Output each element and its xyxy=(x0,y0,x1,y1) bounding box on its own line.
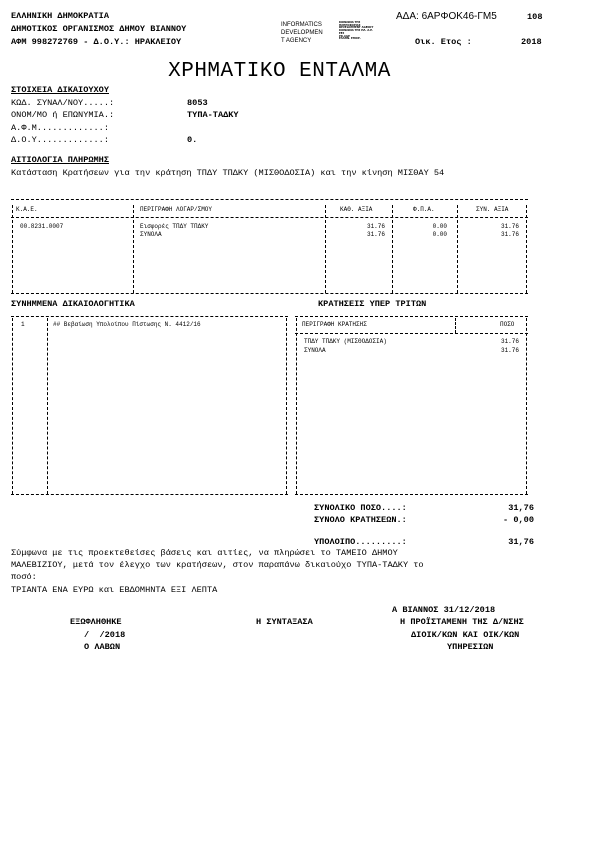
main-table-col-border xyxy=(392,205,393,293)
header-tax-info: ΑΦΜ 998272769 - Δ.Ο.Υ.: ΗΡΑΚΛΕΙΟΥ xyxy=(11,37,182,47)
beneficiary-doy-label: Δ.Ο.Υ.............: xyxy=(11,135,109,145)
head-title-line-3: ΥΠΗΡΕΣΙΩΝ xyxy=(447,642,494,652)
main-table-col-border xyxy=(526,205,527,293)
withholdings-header-rule xyxy=(295,333,528,334)
fiscal-year: 2018 xyxy=(521,37,542,47)
justification-text: Κατάσταση Κρατήσεων για την κράτηση ΤΠΔΥ ΤΠΔΚΥ (ΜΙΣΘΟΔΟΣΙΑ) και την κίνηση ΜΙΣΘΑΥ 54 xyxy=(11,168,445,178)
withholding-desc: ΤΠΔΥ ΤΠΔΚΥ (ΜΙΣΘΟΔΟΣΙΑ) xyxy=(304,338,387,345)
receiver-label: Ο ΛΑΒΩΝ xyxy=(84,642,121,652)
order-text-line-2: ΜΑΛΕΒΙΖΙΟΥ, μετά τον έλεγχο των κρατήσεων, στον παραπάνω δικαιούχο ΤΥΠΑ-ΤΑΔΚΥ το xyxy=(11,560,424,570)
main-table-header-net: ΚΑΘ. ΑΞΙΑ xyxy=(340,206,373,213)
page-title: ΧΡΗΜΑΤΙΚΟ ΕΝΤΑΛΜΑ xyxy=(168,60,391,83)
remaining-label: ΥΠΟΛΟΙΠΟ.........: xyxy=(314,537,407,547)
cell-total: 31.76 xyxy=(500,231,519,238)
main-table-header-rule xyxy=(11,217,528,218)
main-table-header-total: ΣΥΝ. ΑΞΙΑ xyxy=(476,206,509,213)
logo-fine-print: ΚΟΙΝΩΝΙΑ ΤΗΣ ΠΛΗΡΟΦΟΡΙΑΣ DEVELOPMENT AGENCY ΚΟΙΝΩΝΙΑ ΤΗΣ ΠΛ. Α.Ε. ΕΕΣ PR.AGE ΕΛΛΗΝ. ΕΠΙΧΡ. xyxy=(339,21,374,41)
logo-line-3: T AGENCY xyxy=(281,38,312,44)
logo-line-1: INFORMATICS xyxy=(281,22,322,28)
withholding-desc: ΣΥΝΟΛΑ xyxy=(304,347,326,354)
docs-bottom-rule xyxy=(11,494,288,495)
cell-desc: Εισφορές ΤΠΔΥ ΤΠΔΚΥ xyxy=(140,223,209,230)
main-table-header-vat: Φ.Π.Α. xyxy=(413,206,435,213)
withholdings-bottom-rule xyxy=(295,494,528,495)
head-title-line-2: ΔΙΟΙΚ/ΚΩΝ ΚΑΙ ΟΙΚ/ΚΩΝ xyxy=(411,630,520,640)
fiscal-year-label: Οικ. Ετος : xyxy=(415,37,472,47)
withholdings-col-border xyxy=(526,318,527,494)
ada-code: ΑΔΑ: 6ΑΡΦΟΚ46-ΓΜ5 xyxy=(396,11,497,22)
withholdings-col-border xyxy=(455,318,456,333)
main-table-header-kae: Κ.Α.Ε. xyxy=(16,206,38,213)
justification-heading: ΑΙΤΙΟΛΟΓΙΑ ΠΛΗΡΩΜΗΣ xyxy=(11,155,109,165)
logo-line-2: DEVELOPMEN xyxy=(281,30,323,36)
author-label: Η ΣΥΝΤΑΞΑΣΑ xyxy=(256,617,313,627)
cell-total: 31.76 xyxy=(500,223,519,230)
beneficiary-afm-label: Α.Φ.Μ.............: xyxy=(11,123,109,133)
withholdings-header-amount: ΠΟΣΟ xyxy=(500,321,515,328)
place-date: Α ΒΙΑΝΝΟΣ 31/12/2018 xyxy=(392,605,496,615)
doc-text: ## Βεβαίωση Υπολοίπου Πίστωσης Ν. 4412/16 xyxy=(53,321,201,328)
docs-top-rule xyxy=(11,316,288,317)
main-table-bottom-rule xyxy=(11,293,528,294)
main-table-header-desc: ΠΕΡΙΓΡΑΦΗ ΛΟΓΑΡ/ΣΜΟΥ xyxy=(140,206,213,213)
doc-number: 1 xyxy=(21,321,25,328)
paid-label: ΕΞΩΦΛΗΘΗΚΕ xyxy=(70,617,122,627)
cell-kae: 00.8231.0007 xyxy=(20,223,64,230)
cell-vat: 0.00 xyxy=(432,223,447,230)
head-title-line-1: Η ΠΡΟΪΣΤΑΜΕΝΗ ΤΗΣ Δ/ΝΣΗΣ xyxy=(400,617,524,627)
beneficiary-doy-value: 0. xyxy=(187,135,198,145)
main-table-col-border xyxy=(325,205,326,293)
docs-col-border xyxy=(47,318,48,494)
order-number: 108 xyxy=(527,12,543,22)
docs-col-border xyxy=(286,318,287,494)
total-amount-label: ΣΥΝΟΛΙΚΟ ΠΟΣΟ....: xyxy=(314,503,407,513)
header-country: ΕΛΛΗΝΙΚΗ ΔΗΜΟΚΡΑΤΙΑ xyxy=(11,11,109,21)
withholding-amount: 31.76 xyxy=(500,338,519,345)
beneficiary-name-label: ΟΝΟΜ/ΜΟ ή ΕΠΩΝΥΜΙΑ.: xyxy=(11,110,115,120)
header-organization: ΔΗΜΟΤΙΚΟΣ ΟΡΓΑΝΙΣΜΟΣ ΔΗΜΟΥ ΒΙΑΝΝΟΥ xyxy=(11,24,187,34)
main-table-top-rule xyxy=(11,199,528,200)
cell-net: 31.76 xyxy=(366,231,385,238)
total-withholdings-label: ΣΥΝΟΛΟ ΚΡΑΤΗΣΕΩΝ.: xyxy=(314,515,407,525)
withholding-amount: 31.76 xyxy=(500,347,519,354)
withholdings-col-border xyxy=(296,318,297,494)
paid-date: / /2018 xyxy=(84,630,126,640)
docs-col-border xyxy=(12,318,13,494)
withholdings-top-rule xyxy=(295,316,528,317)
withholdings-heading: ΚΡΑΤΗΣΕΙΣ ΥΠΕΡ ΤΡΙΤΩΝ xyxy=(318,299,427,309)
total-amount: 31,76 xyxy=(508,503,534,513)
cell-net: 31.76 xyxy=(366,223,385,230)
cell-desc: ΣΥΝΟΛΑ xyxy=(140,231,162,238)
remaining-amount: 31,76 xyxy=(508,537,534,547)
main-table-col-border xyxy=(12,205,13,293)
withholdings-header-desc: ΠΕΡΙΓΡΑΦΗ ΚΡΑΤΗΣΗΣ xyxy=(302,321,367,328)
cell-vat: 0.00 xyxy=(432,231,447,238)
main-table-col-border xyxy=(133,205,134,293)
order-text-line-3: ποσό: xyxy=(11,572,37,582)
beneficiary-name-value: ΤΥΠΑ-ΤΑΔΚΥ xyxy=(187,110,239,120)
main-table-col-border xyxy=(457,205,458,293)
amount-in-words: ΤΡΙΑΝΤΑ ΕΝΑ ΕΥΡΩ και ΕΒΔΟΜΗΝΤΑ ΕΞΙ ΛΕΠΤΑ xyxy=(11,585,218,595)
order-text-line-1: Σύμφωνα με τις προεκτεθείσες βάσεις και αιτίες, να πληρώσει το ΤΑΜΕΙΟ ΔΗΜΟΥ xyxy=(11,548,398,558)
beneficiary-code-value: 8053 xyxy=(187,98,208,108)
total-withholdings: - 0,00 xyxy=(503,515,534,525)
beneficiary-code-label: ΚΩΔ. ΣΥΝΑΛ/ΝΟΥ.....: xyxy=(11,98,115,108)
beneficiary-heading: ΣΤΟΙΧΕΙΑ ΔΙΚΑΙΟΥΧΟΥ xyxy=(11,85,109,95)
docs-heading: ΣΥΝΗΜΜΕΝΑ ΔΙΚΑΙΟΛΟΓΗΤΙΚΑ xyxy=(11,299,135,309)
